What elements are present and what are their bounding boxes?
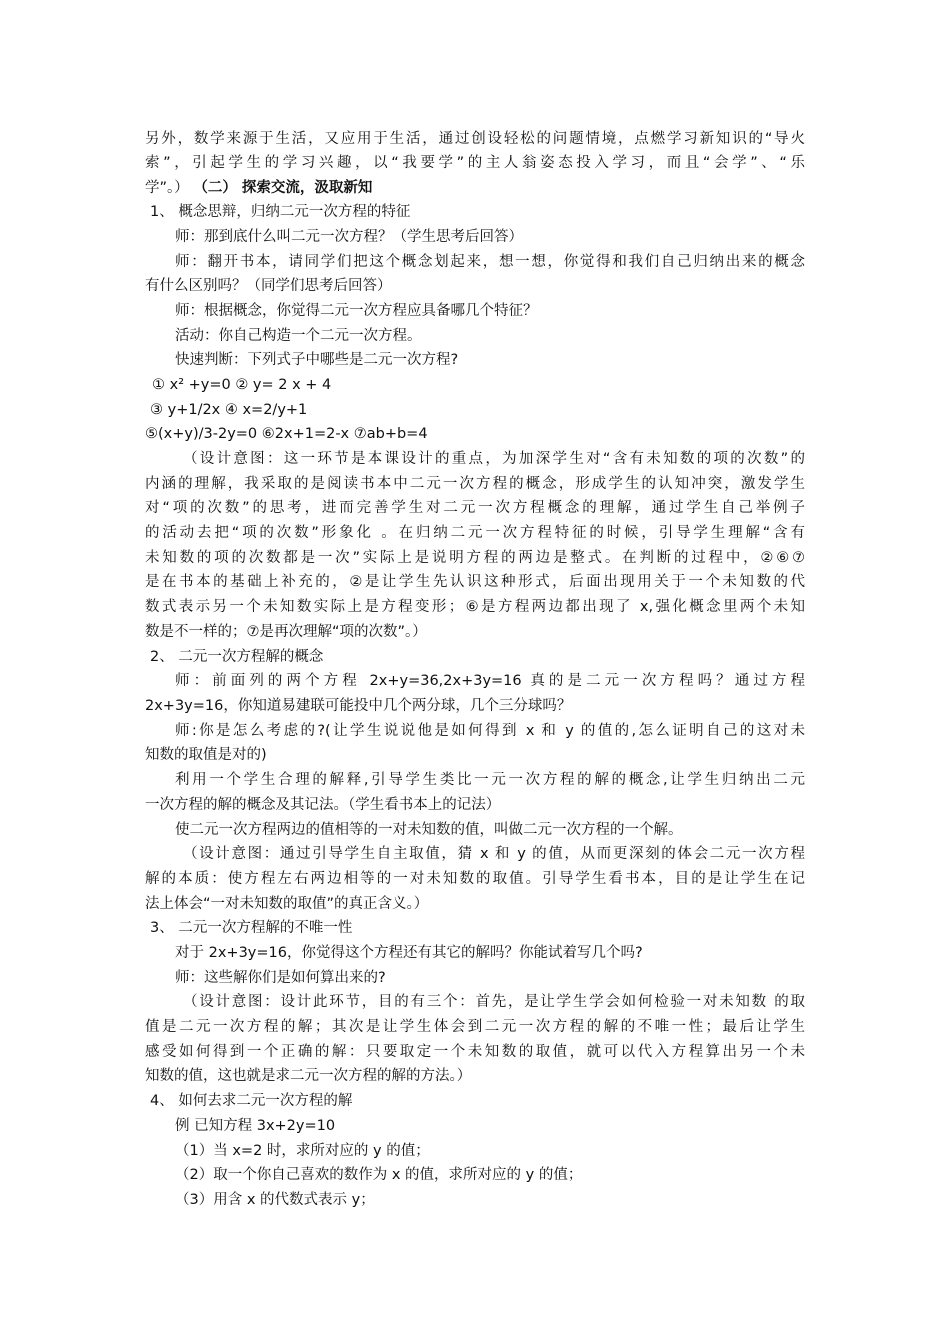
activity-line: 活动：你自己构造一个二元一次方程。: [175, 328, 422, 344]
design-note-line: （设计意图：设计此环节，目的有三个：首先，是让学生学会如何检验一对未知数 的取: [183, 994, 805, 1010]
equation-item: ⑤(x+y)/3-2y=0 ⑥2x+1=2-x ⑦ab+b=4: [145, 426, 428, 442]
definition-line: 使二元一次方程两边的值相等的一对未知数的值，叫做二元一次方程的一个解。: [175, 822, 683, 838]
example-item: （3）用含 x 的代数式表示 y；: [175, 1192, 375, 1208]
dialogue-line: 师：根据概念，你觉得二元一次方程应具备哪几个特征？: [175, 303, 538, 319]
paragraph-line: 利用一个学生合理的解释,引导学生类比一元一次方程的解的概念,让学生归纳出二元: [175, 772, 805, 788]
paragraph-line: 一次方程的解的概念及其记法。（学生看书本上的记法）: [145, 797, 501, 813]
equation-item: ① x² +y=0 ② y= 2 x + 4: [152, 377, 332, 393]
paragraph-line: 另外，数学来源于生活，又应用于生活，通过创设轻松的问题情境，点燃学习新知识的“导火: [145, 131, 805, 147]
subsection-heading: 2、 二元一次方程解的概念: [150, 649, 324, 665]
subsection-heading: 3、 二元一次方程解的不唯一性: [150, 920, 353, 936]
design-note-line: 的活动去把“项的次数”形象化 。在归纳二元一次方程特征的时候，引导学生理解“含有: [145, 525, 805, 541]
design-note-line: 数式表示另一个未知数实际上是方程变形；⑥是方程两边都出现了 x,强化概念里两个未知: [145, 599, 805, 615]
dialogue-line: 师：那到底什么叫二元一次方程？（学生思考后回答）: [175, 229, 523, 245]
subsection-heading: 4、 如何去求二元一次方程的解: [150, 1093, 353, 1109]
dialogue-line: 师：这些解你们是如何算出来的?: [175, 970, 386, 986]
paragraph-line: [145, 176, 372, 200]
design-note-line: 内涵的理解，我采取的是阅读书本中二元一次方程的概念，形成学生的认知冲突，激发学生: [145, 476, 805, 492]
design-note-line: 知数的值，这也就是求二元一次方程的解的方法。）: [145, 1068, 472, 1084]
dialogue-line: 知数的取值是对的): [145, 747, 267, 763]
dialogue-line: 2x+3y=16，你知道易建联可能投中几个两分球，几个三分球吗？: [145, 698, 572, 714]
example-item: （2）取一个你自己喜欢的数作为 x 的值，求所对应的 y 的值；: [175, 1167, 583, 1183]
subsection-heading: 1、 概念思辩，归纳二元一次方程的特征: [150, 204, 411, 220]
design-note-line: 未知数的项的次数都是一次”实际上是说明方程的两边是整式。在判断的过程中，②⑥⑦: [145, 550, 805, 566]
design-note-line: 值是二元一次方程的解；其次是让学生体会到二元一次方程的解的不唯一性；最后让学生: [145, 1019, 805, 1035]
design-note-line: 数是不一样的；⑦是再次理解“项的次数”。）: [145, 624, 427, 640]
equation-item: ③ y+1/2x ④ x=2/y+1: [150, 402, 308, 418]
design-note-line: 解的本质：使方程左右两边相等的一对未知数的取值。引导学生看书本，目的是让学生在记: [145, 871, 805, 887]
dialogue-line: 师:你是怎么考虑的?(让学生说说他是如何得到 x 和 y 的值的,怎么证明自己的这对未: [175, 723, 805, 739]
quiz-prompt: 快速判断：下列式子中哪些是二元一次方程?: [175, 352, 459, 368]
paragraph-line: 索”，引起学生的学习兴趣，以“我要学”的主人翁姿态投入学习，而且“会学”、“乐: [145, 155, 805, 171]
section-heading: （二） 探索交流，汲取新知: [193, 180, 373, 196]
design-note-line: 是在书本的基础上补充的，②是让学生先认识这种形式，后面出现用关于一个未知数的代: [145, 574, 805, 590]
design-note-line: 对“项的次数”的思考，进而完善学生对二元一次方程概念的理解，通过学生自己举例子: [145, 500, 805, 516]
dialogue-line: 对于 2x+3y=16，你觉得这个方程还有其它的解吗？你能试着写几个吗?: [175, 945, 643, 961]
design-note-line: 感受如何得到一个正确的解：只要取定一个未知数的取值，就可以代入方程算出另一个未: [145, 1044, 805, 1060]
design-note-line: 法上体会“一对未知数的取值”的真正含义。）: [145, 896, 429, 912]
example-line: 例 已知方程 3x+2y=10: [175, 1118, 336, 1134]
design-note-line: （设计意图：这一环节是本课设计的重点，为加深学生对“含有未知数的项的次数”的: [183, 451, 805, 467]
design-note-line: （设计意图：通过引导学生自主取值，猜 x 和 y 的值，从而更深刻的体会二元一次方程: [183, 846, 805, 862]
dialogue-line: 师：翻开书本，请同学们把这个概念划起来，想一想，你觉得和我们自己归纳出来的概念: [175, 254, 805, 270]
example-item: （1）当 x=2 时，求所对应的 y 的值；: [175, 1143, 430, 1159]
paragraph-line: 学”。）: [145, 180, 189, 196]
dialogue-line: 有什么区别吗？（同学们思考后回答）: [145, 278, 392, 294]
dialogue-line: 师：前面列的两个方程 2x+y=36,2x+3y=16 真的是二元一次方程吗？通过方程: [175, 673, 805, 689]
